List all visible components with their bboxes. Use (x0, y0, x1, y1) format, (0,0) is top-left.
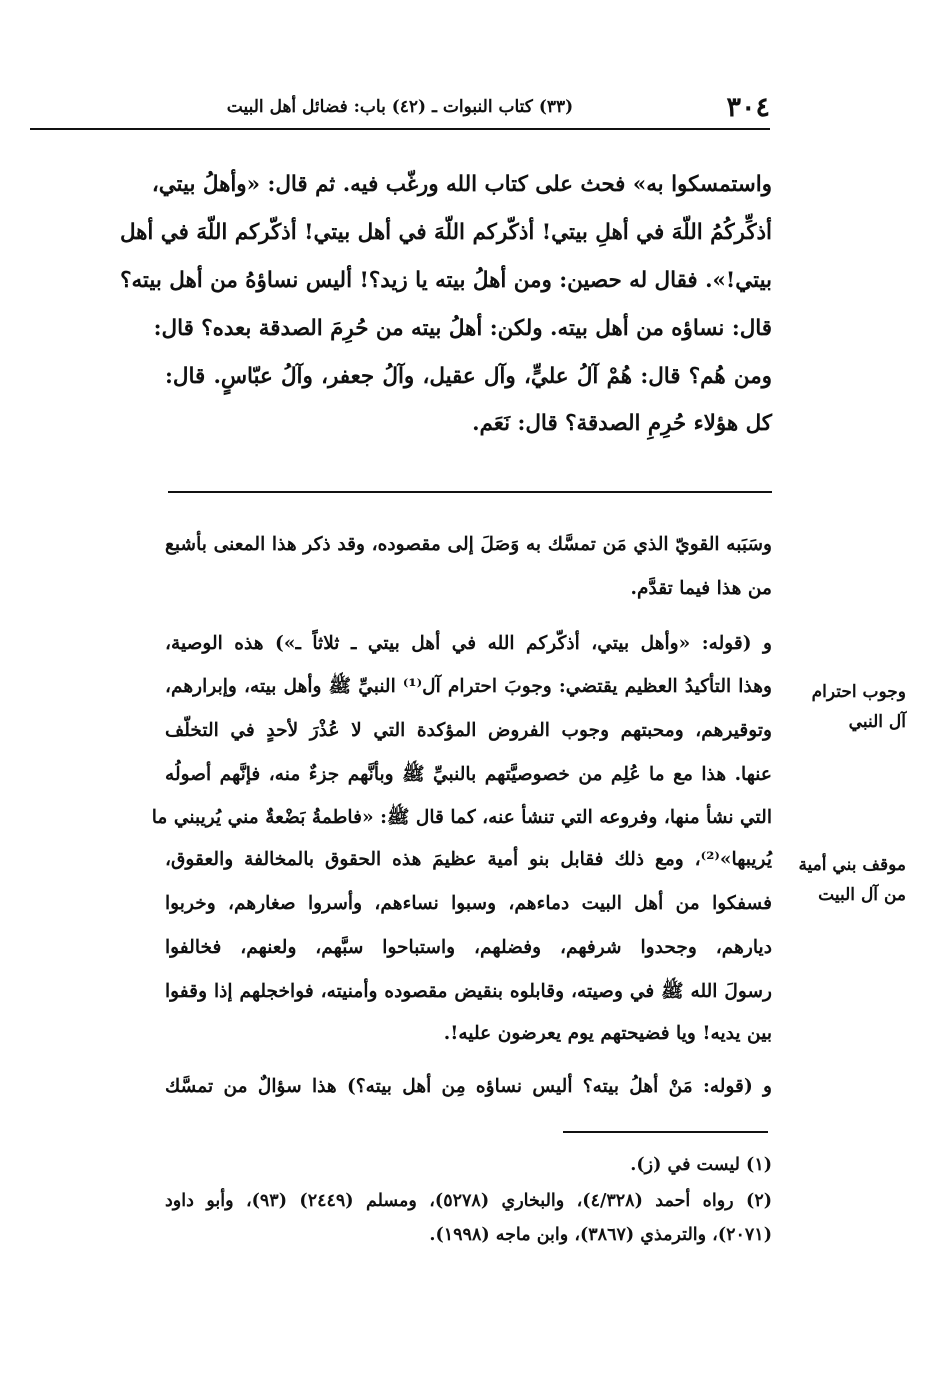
margin-heading-line: آل النبي (848, 712, 906, 732)
footnote-line: (٢) رواه أحمد (٤/٣٢٨)، والبخاري (٥٢٧٨)، ومسلم (٢٤٤٩) (٩٣)، وأبو داود (165, 1191, 772, 1211)
footnote-line: (٢٠٧١)، والترمذي (٣٨٦٧)، وابن ماجه (١٩٩٨). (429, 1225, 772, 1245)
page-header (30, 92, 770, 130)
commentary-line: من هذا فيما تقدَّم. (630, 578, 772, 599)
margin-heading-umayyads (798, 850, 906, 910)
section-divider (168, 491, 772, 493)
commentary-line: وهذا التأكيدُ العظيم يقتضي: وجوبَ احترام آل⁽¹⁾ النبيِّ ﷺ وأهل بيته، وإبرارهم، (165, 676, 772, 697)
commentary-line: يُريبها»⁽²⁾، ومع ذلك فقابل بنو أمية عظيمَ هذه الحقوق بالمخالفة والعقوق، (165, 849, 772, 870)
hadith-line: واستمسكوا به» فحث على كتاب الله ورغّب فيه. ثم قال: «وأهلُ بيتي، (151, 172, 772, 197)
commentary-line: وسَبَبه القويّ الذي مَن تمسَّك به وَصَلَ إلى مقصوده، وقد ذكر هذا المعنى بأشبع (165, 534, 772, 555)
footnote-separator (563, 1131, 768, 1133)
hadith-line: كل هؤلاء حُرِمِ الصدقة؟ قال: نَعَم. (472, 411, 772, 436)
commentary-line: بين يديه! ويا فضيحتهم يوم يعرضون عليه!. (443, 1023, 772, 1044)
hadith-line: أذكِّركُمُ اللّهَ في أهلِ بيتي! أذكّركم اللّهَ في أهل بيتي! أذكّركم اللّهَ في أهل (119, 220, 772, 245)
margin-heading-line: موقف بني أمية (798, 855, 906, 875)
hadith-line: ومن هُم؟ قال: هُمْ آلُ عليٍّ، وآل عقيل، وآلُ جعفر، وآلُ عبّاسٍ. قال: (165, 364, 772, 389)
commentary-line: و (قوله: «وأهل بيتي، أذكّركم الله في أهل بيتي ـ ثلاثاً ـ») هذه الوصية، (165, 633, 772, 654)
commentary-line: رسولَ الله ﷺ في وصيته، وقابلوه بنقيض مقصوده وأمنيته، فواخجلهم إذا وقفوا (165, 981, 772, 1002)
commentary-line: فسفكوا من أهل البيت دماءهم، وسبوا نساءهم، وأسروا صغارهم، وخربوا (165, 893, 772, 914)
running-title: (٣٣) كتاب النبوات ـ (٤٢) باب: فضائل أهل البيت (226, 97, 574, 117)
footnote-line: (١) ليست في (ز). (630, 1155, 772, 1175)
commentary-line: وتوقيرهم، ومحبتهم وجوب الفروض المؤكدة التي لا عُذْرَ لأحدٍ في التخلّف (165, 720, 772, 741)
commentary-line: عنها. هذا مع ما عُلِم من خصوصيَّتهم بالنبيِّ ﷺ وبأنَّهم جزءٌ منه، فإنَّهم أصولُه (165, 764, 772, 785)
commentary-line: ديارهم، وجحدوا شرفهم، وفضلهم، واستباحوا سبَّهم، ولعنهم، فخالفوا (165, 937, 772, 958)
page-number: ٣٠٤ (726, 92, 770, 123)
commentary-line: و (قوله: مَنْ أهلُ بيته؟ أليس نساؤه مِن أهل بيته؟) هذا سؤالٌ من تمسَّك (165, 1076, 772, 1097)
hadith-line: بيتي!». فقال له حصين: ومن أهلُ بيته يا زيد؟! أليس نساؤهُ من أهل بيته؟ (120, 268, 772, 293)
margin-heading-respect (806, 677, 906, 737)
margin-heading-line: وجوب احترام (811, 682, 906, 702)
margin-heading-line: من آل البيت (818, 885, 906, 905)
commentary-line: التي نشأ منها، وفروعه التي تنشأ عنه، كما قال ﷺ: «فاطمةُ بَضْعةٌ مني يُريبني ما (151, 807, 772, 828)
hadith-line: قال: نساؤه من أهل بيته. ولكن: أهلُ بيته من حُرِمَ الصدقة بعده؟ قال: (153, 316, 772, 341)
